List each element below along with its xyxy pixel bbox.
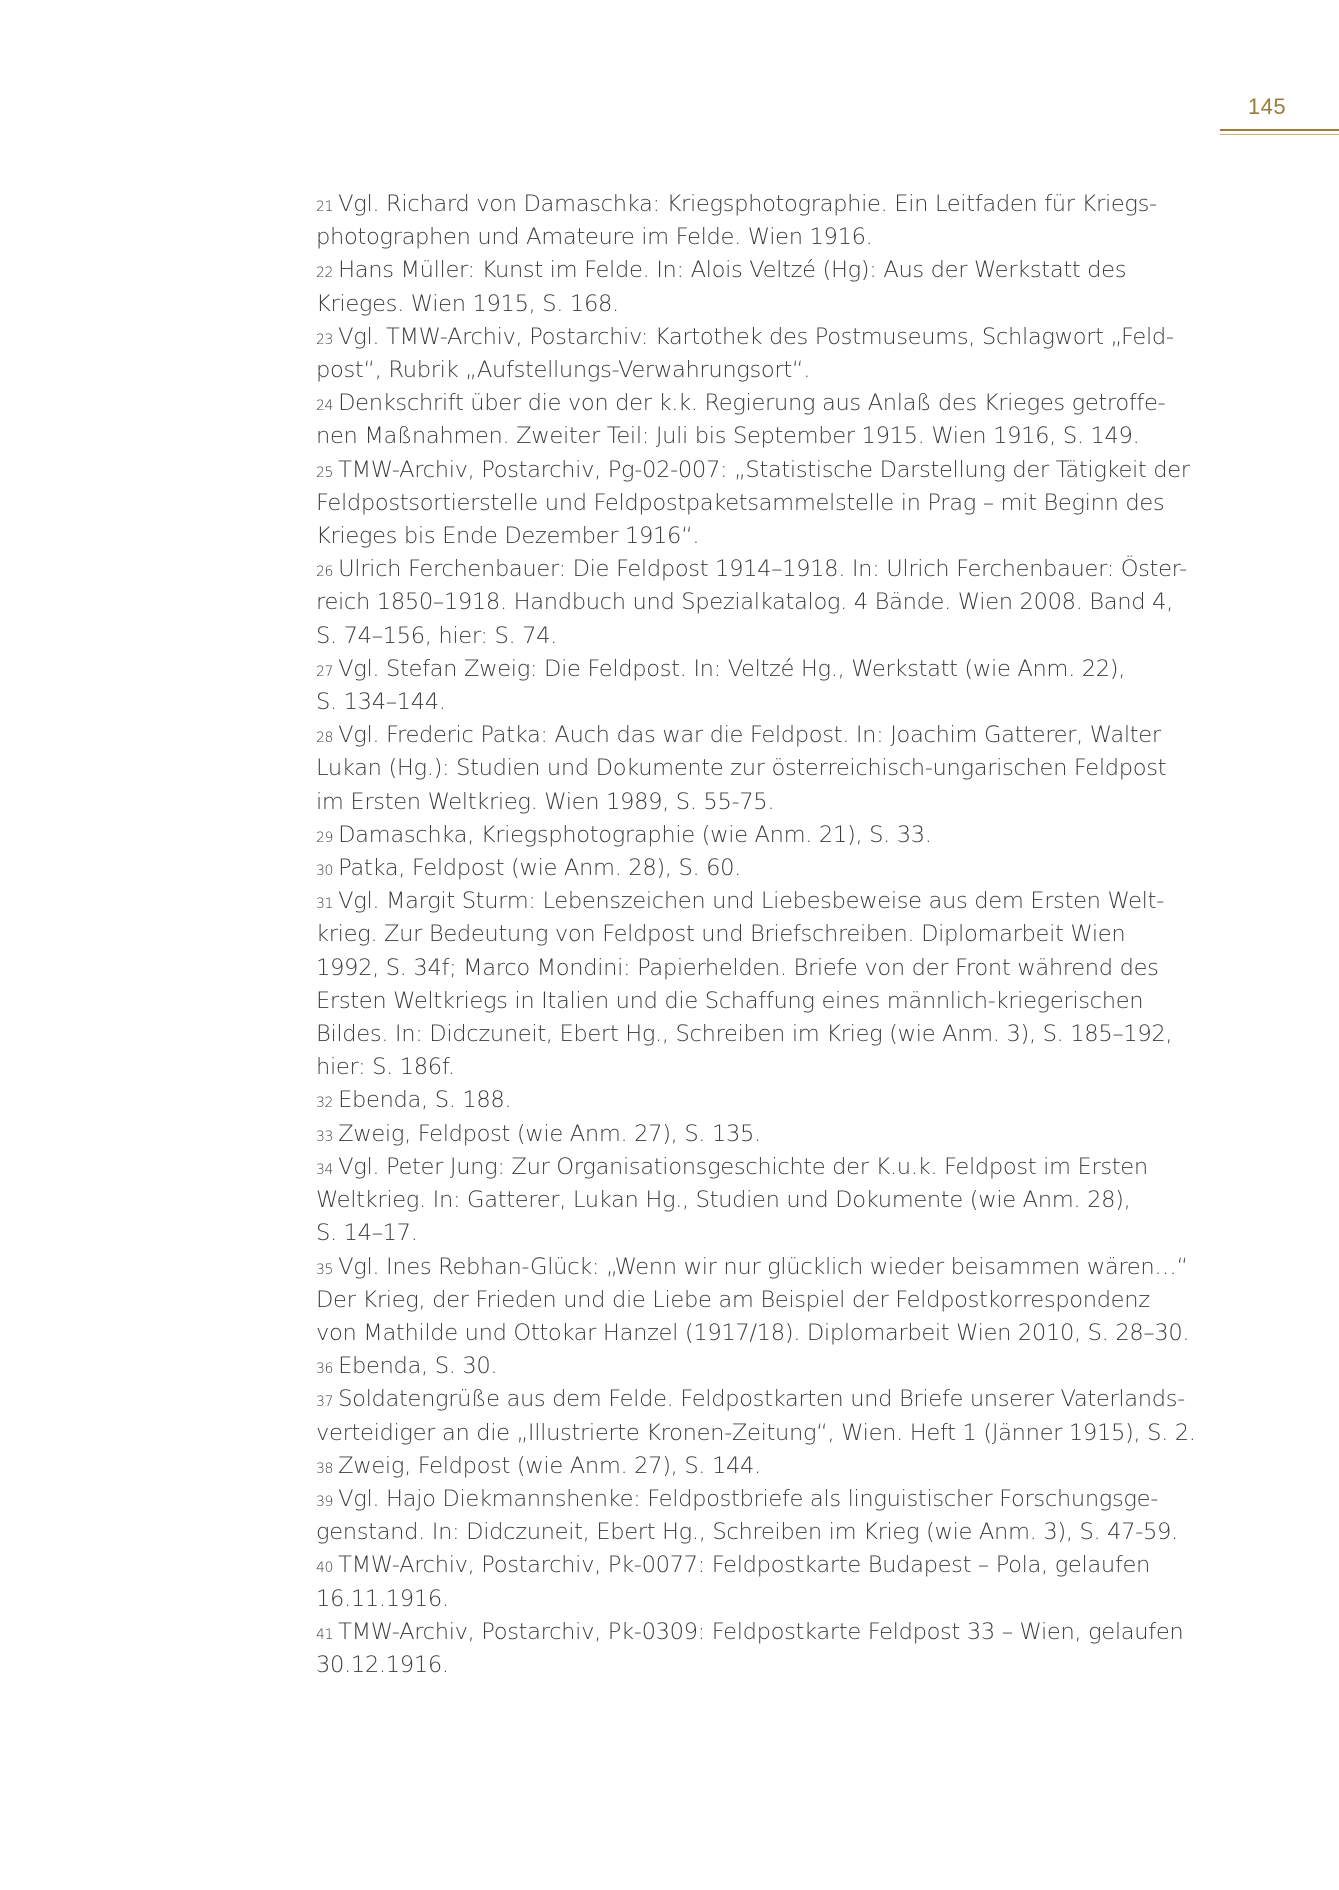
footnote-line	[316, 1549, 1200, 1582]
footnote-text: von Mathilde und Ottokar Hanzel (1917/18). Diplomarbeit Wien 2010, S. 28–30.	[316, 1319, 1190, 1346]
footnote-text: 1992, S. 34f; Marco Mondini: Papierhelden. Briefe von der Front während des	[316, 954, 1159, 981]
footnote-33	[316, 1118, 1200, 1151]
footnote-text: Zweig, Feldpost (wie Anm. 27), S. 135.	[338, 1120, 761, 1147]
footnote-23	[316, 321, 1200, 387]
footnote-text: Ulrich Ferchenbauer: Die Feldpost 1914–1918. In: Ulrich Ferchenbauer: Öster-	[338, 556, 1187, 583]
footnote-line	[316, 1217, 1200, 1250]
footnote-number: 25	[316, 464, 334, 481]
footnote-text: S. 14–17.	[316, 1220, 418, 1247]
footnote-line	[316, 1151, 1200, 1184]
footnote-text: Ebenda, S. 30.	[338, 1353, 498, 1380]
footnote-line	[316, 653, 1200, 686]
footnote-line	[316, 1383, 1200, 1416]
footnote-22	[316, 254, 1200, 320]
footnote-text: S. 74–156, hier: S. 74.	[316, 622, 558, 649]
footnote-number: 37	[316, 1394, 334, 1411]
footnote-line	[316, 1417, 1200, 1450]
footnote-number: 21	[316, 199, 334, 215]
footnote-line	[316, 553, 1200, 586]
footnote-text: 16.11.1916.	[316, 1585, 449, 1612]
page-number: 145	[1247, 94, 1287, 119]
footnote-text: Vgl. TMW-Archiv, Postarchiv: Kartothek des Postmuseums, Schlagwort „Feld-	[338, 323, 1174, 350]
footnote-40	[316, 1549, 1200, 1615]
footnote-number: 30	[316, 863, 334, 880]
footnote-text: Ersten Weltkriegs in Italien und die Schaffung eines männlich-kriegerischen	[316, 987, 1144, 1014]
footnote-line	[316, 985, 1200, 1018]
footnote-41	[316, 1616, 1200, 1682]
footnote-number: 36	[316, 1361, 334, 1378]
footnote-line	[316, 188, 1200, 221]
footnote-line	[316, 620, 1200, 653]
footnote-text: Ebenda, S. 188.	[338, 1087, 512, 1114]
footnote-text: photographen und Amateure im Felde. Wien 1916.	[316, 224, 873, 251]
footnote-text: genstand. In: Didczuneit, Ebert Hg., Schreiben im Krieg (wie Anm. 3), S. 47-59.	[316, 1519, 1178, 1546]
footnote-text: Krieges. Wien 1915, S. 168.	[316, 290, 619, 317]
footnote-line	[316, 387, 1200, 420]
footnote-line	[316, 852, 1200, 885]
footnote-number: 40	[316, 1560, 334, 1577]
footnote-text: Vgl. Peter Jung: Zur Organisationsgeschichte der K.u.k. Feldpost im Ersten	[338, 1153, 1148, 1180]
footnote-text: reich 1850–1918. Handbuch und Spezialkatalog. 4 Bände. Wien 2008. Band 4,	[316, 589, 1173, 616]
footnote-text: Soldatengrüße aus dem Felde. Feldpostkarten und Briefe unserer Vaterlands-	[338, 1386, 1185, 1413]
footnote-text: Feldpostsortierstelle und Feldpostpaketsammelstelle in Prag – mit Beginn des	[316, 489, 1165, 516]
footnote-text: Zweig, Feldpost (wie Anm. 27), S. 144.	[338, 1452, 761, 1479]
footnote-line	[316, 752, 1200, 785]
footnote-text: Vgl. Richard von Damaschka: Kriegsphotographie. Ein Leitfaden für Kriegs-	[338, 191, 1157, 217]
footnote-line	[316, 819, 1200, 852]
footnote-line	[316, 321, 1200, 354]
footnote-27	[316, 653, 1200, 719]
footnote-line	[316, 1350, 1200, 1383]
footnote-number: 39	[316, 1493, 334, 1510]
footnote-text: krieg. Zur Bedeutung von Feldpost und Briefschreiben. Diplomarbeit Wien	[316, 921, 1126, 948]
header-rule-thin	[1220, 134, 1339, 135]
footnote-line	[316, 454, 1200, 487]
footnote-number: 31	[316, 896, 334, 913]
footnote-line	[316, 354, 1200, 387]
footnote-line	[316, 1251, 1200, 1284]
footnote-text: Damaschka, Kriegsphotographie (wie Anm. 21), S. 33.	[338, 821, 932, 848]
footnote-text: Weltkrieg. In: Gatterer, Lukan Hg., Studien und Dokumente (wie Anm. 28),	[316, 1187, 1131, 1214]
footnote-line	[316, 1284, 1200, 1317]
footnote-text: 30.12.1916.	[316, 1651, 449, 1678]
footnote-24	[316, 387, 1200, 453]
footnote-line	[316, 1184, 1200, 1217]
footnote-text: Der Krieg, der Frieden und die Liebe am Beispiel der Feldpostkorrespondenz	[316, 1286, 1150, 1313]
footnote-text: Krieges bis Ende Dezember 1916“.	[316, 523, 700, 550]
footnote-31	[316, 885, 1200, 1084]
footnote-text: Bildes. In: Didczuneit, Ebert Hg., Schreiben im Krieg (wie Anm. 3), S. 185–192,	[316, 1021, 1173, 1048]
footnote-number: 32	[316, 1095, 334, 1112]
footnote-number: 38	[316, 1460, 334, 1477]
footnote-36	[316, 1350, 1200, 1383]
footnote-line	[316, 1516, 1200, 1549]
footnote-line	[316, 1616, 1200, 1649]
footnote-text: Vgl. Ines Rebhan-Glück: „Wenn wir nur glücklich wieder beisammen wären…“	[338, 1253, 1188, 1280]
footnote-text: im Ersten Weltkrieg. Wien 1989, S. 55-75.	[316, 788, 775, 815]
footnote-line	[316, 1483, 1200, 1516]
footnote-number: 41	[316, 1626, 334, 1643]
footnote-line	[316, 1084, 1200, 1117]
footnote-25	[316, 454, 1200, 554]
header-rule	[1220, 129, 1339, 131]
footnote-text: S. 134–144.	[316, 689, 446, 716]
footnote-text: Denkschrift über die von der k.k. Regierung aus Anlaß des Krieges getroffe-	[338, 390, 1166, 417]
footnote-37	[316, 1383, 1200, 1449]
footnote-number: 26	[316, 564, 334, 581]
footnote-35	[316, 1251, 1200, 1351]
footnote-line	[316, 420, 1200, 453]
footnote-number: 27	[316, 663, 334, 680]
footnote-line	[316, 1649, 1200, 1682]
footnote-38	[316, 1450, 1200, 1483]
footnote-line	[316, 520, 1200, 553]
footnote-number: 33	[316, 1128, 334, 1145]
footnote-28	[316, 719, 1200, 819]
footnote-text: TMW-Archiv, Postarchiv, Pk-0077: Feldpostkarte Budapest – Pola, gelaufen	[338, 1552, 1150, 1579]
footnote-line	[316, 221, 1200, 254]
footnote-line	[316, 1051, 1200, 1084]
footnote-number: 23	[316, 331, 334, 348]
footnote-number: 28	[316, 730, 334, 747]
footnote-line	[316, 786, 1200, 819]
footnote-line	[316, 1583, 1200, 1616]
footnote-text: verteidiger an die „Illustrierte Kronen-Zeitung“, Wien. Heft 1 (Jänner 1915), S. 2.	[316, 1419, 1196, 1446]
footnote-line	[316, 719, 1200, 752]
footnote-line	[316, 288, 1200, 321]
footnote-text: Vgl. Stefan Zweig: Die Feldpost. In: Veltzé Hg., Werkstatt (wie Anm. 22),	[338, 655, 1126, 682]
footnote-39	[316, 1483, 1200, 1549]
footnote-text: TMW-Archiv, Postarchiv, Pg-02-007: „Statistische Darstellung der Tätigkeit der	[338, 456, 1190, 483]
footnote-26	[316, 553, 1200, 653]
footnote-text: hier: S. 186f.	[316, 1054, 455, 1081]
footnote-30	[316, 852, 1200, 885]
footnote-34	[316, 1151, 1200, 1251]
footnote-line	[316, 487, 1200, 520]
footnote-line	[316, 586, 1200, 619]
footnote-32	[316, 1084, 1200, 1117]
footnote-line	[316, 885, 1200, 918]
footnote-text: post“, Rubrik „Aufstellungs-Verwahrungsort“.	[316, 357, 811, 384]
footnote-text: Vgl. Frederic Patka: Auch das war die Feldpost. In: Joachim Gatterer, Walter	[338, 722, 1161, 749]
footnote-text: Hans Müller: Kunst im Felde. In: Alois Veltzé (Hg): Aus der Werkstatt des	[338, 257, 1127, 284]
footnote-text: nen Maßnahmen. Zweiter Teil: Juli bis September 1915. Wien 1916, S. 149.	[316, 423, 1140, 450]
footnote-number: 24	[316, 398, 334, 415]
footnote-text: TMW-Archiv, Postarchiv, Pk-0309: Feldpostkarte Feldpost 33 – Wien, gelaufen	[338, 1618, 1184, 1645]
footnote-line	[316, 1317, 1200, 1350]
footnote-29	[316, 819, 1200, 852]
footnote-number: 29	[316, 829, 334, 846]
footnote-line	[316, 686, 1200, 719]
footnote-line	[316, 918, 1200, 951]
footnote-line	[316, 1450, 1200, 1483]
footnote-text: Vgl. Margit Sturm: Lebenszeichen und Liebesbeweise aus dem Ersten Welt-	[338, 888, 1164, 915]
footnote-number: 34	[316, 1161, 334, 1178]
footnote-text: Vgl. Hajo Diekmannshenke: Feldpostbriefe als linguistischer Forschungsge-	[338, 1485, 1158, 1512]
footnote-number: 35	[316, 1261, 334, 1278]
footnote-line	[316, 254, 1200, 287]
footnotes-list	[316, 188, 1200, 1682]
footnote-text: Lukan (Hg.): Studien und Dokumente zur österreichisch-ungarischen Feldpost	[316, 755, 1167, 782]
footnote-number: 22	[316, 265, 334, 282]
footnote-line	[316, 1018, 1200, 1051]
footnote-text: Patka, Feldpost (wie Anm. 28), S. 60.	[338, 855, 742, 882]
footnote-line	[316, 1118, 1200, 1151]
footnote-line	[316, 952, 1200, 985]
footnote-21	[316, 188, 1200, 254]
